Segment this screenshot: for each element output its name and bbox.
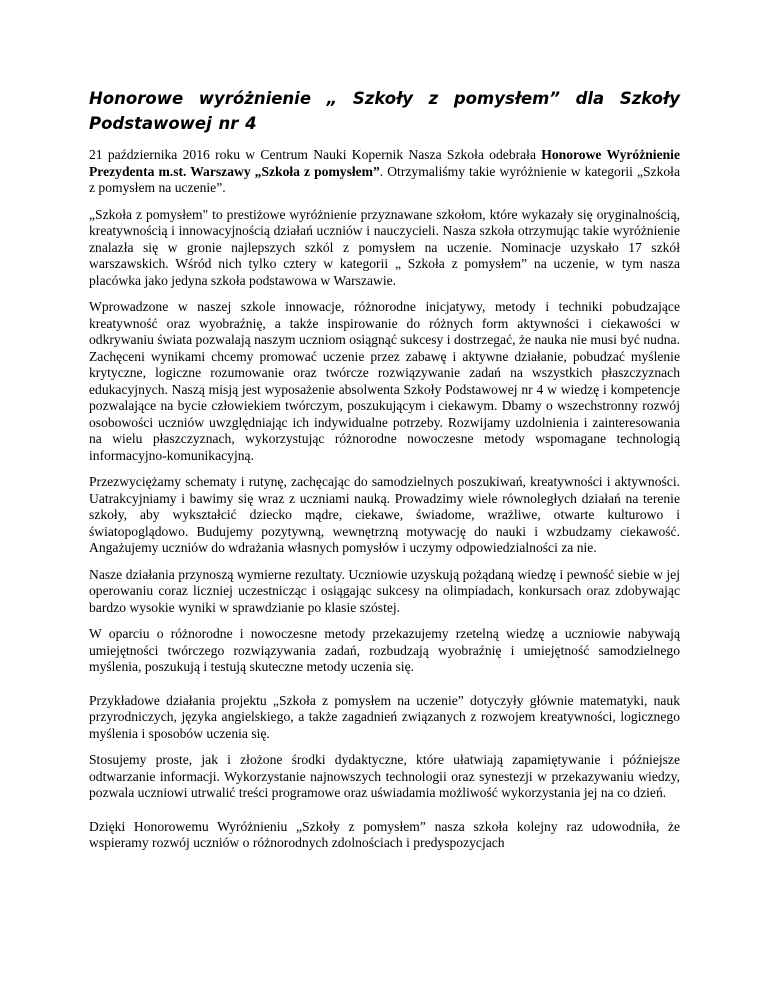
document-title [89, 86, 680, 136]
title-line-2: Podstawowej nr 4 [89, 114, 257, 133]
paragraph: Przykładowe działania projektu „Szkoła z pomysłem na uczenie” dotyczyły głównie matematyki, nauk przyrodniczych, języka angielskiego, a także zagadnień związanych z rozwojem kreatywności, logicznego myślenia i sposobów uczenia się. [89, 692, 680, 741]
paragraph: Wprowadzone w naszej szkole innowacje, różnorodne inicjatywy, metody i techniki pobudzające kreatywność oraz wyobraźnię, a także inspirowanie do różnych form aktywności i ciekawości w odkrywaniu świata pozwalają naszym uczniom osiągnąć sukcesy i dostrzegać, że nauka nie musi być nudna. Zachęceni wynikami chcemy promować uczenie przez zabawę i aktywne działanie, pobudzać myślenie krytyczne, logiczne rozumowanie oraz twórcze rozwiązywanie zadań na wszystkich płaszczyznach edukacyjnych. Naszą misją jest wyposażenie absolwenta Szkoły Podstawowej nr 4 w wiedzę i kompetencje pozwalające na bycie człowiekiem twórczym, poszukującym i ciekawym. Dbamy o wszechstronny rozwój osobowości uczniów uwzględniając ich indywidualne potrzeby. Rozwijamy uzdolnienia i zainteresowania na wielu płaszczyznach, wykorzystując różnorodne nowoczesne metody wspomagane technologią informacyjno-komunikacyjną. [89, 299, 680, 463]
title-line-1 [89, 86, 680, 111]
award-name: Honorowe Wyróżnienie Prezydenta m.st. Warszawy „Szkoła z pomysłem” [89, 147, 680, 179]
paragraph: Przezwyciężamy schematy i rutynę, zachęcając do samodzielnych poszukiwań, kreatywności i aktywności. Uatrakcyjniamy i bawimy się wraz z uczniami nauką. Prowadzimy wiele równoległych działań na terenie szkoły, aby wykształcić dziecko mądre, ciekawe, świadome, wrażliwe, otwarte kulturowo i światopoglądowo. Budujemy pozytywną, wewnętrzną motywację do nauki i wzbudzamy ciekawość. Angażujemy uczniów do wdrażania własnych pomysłów i uczymy odpowiedzialności za nie. [89, 474, 680, 555]
paragraph: Stosujemy proste, jak i złożone środki dydaktyczne, które ułatwiają zapamiętywanie i późniejsze odtwarzanie informacji. Wykorzystanie najnowszych technologii oraz synestezji w przekazywaniu wiedzy, pozwala uczniowi utrwalić treści programowe oraz uświadamia możliwość wykorzystania jej na co dzień. [89, 752, 680, 800]
intro-text-end: . Otrzymaliśmy takie wyróżnienie w kategorii „Szkoła z pomysłem na uczenie”. [89, 163, 680, 195]
paragraph: W oparciu o różnorodne i nowoczesne metody przekazujemy rzetelną wiedzę a uczniowie nabywają umiejętności twórczego rozwiązywania zadań, rozbudzają wyobraźnię i umiejętność samodzielnego myślenia, poszukują i testują skuteczne metody uczenia się. [89, 626, 680, 674]
title-word: pomysłem” [453, 89, 560, 108]
title-word: z [428, 89, 439, 108]
title-word: Szkoły [352, 89, 414, 108]
title-word: Honorowe [89, 89, 184, 108]
title-word: „ [326, 89, 338, 108]
paragraph: Nasze działania przynoszą wymierne rezultaty. Uczniowie uzyskują pożądaną wiedzę i pewność siebie w jej operowaniu coraz liczniej uczestnicząc i osiągając sukcesy na olimpiadach, konkursach oraz zdobywając bardzo wysokie wyniki w sprawdzianie po klasie szóstej. [89, 566, 680, 615]
document-page [89, 86, 680, 862]
paragraph: Dzięki Honorowemu Wyróżnieniu „Szkoły z pomysłem” nasza szkoła kolejny raz udowodniła, że wspieramy rozwój uczniów o różnorodnych zdolnościach i predyspozycjach [89, 818, 680, 850]
title-word: dla [575, 89, 605, 108]
intro-paragraph [89, 147, 680, 197]
paragraph: „Szkoła z pomysłem" to prestiżowe wyróżnienie przyznawane szkołom, które wykazały się oryginalnością, kreatywnością i innowacyjnością działań uczniów i nauczycieli. Nasza szkoła otrzymując takie wyróżnienie znalazła się w gronie najlepszych szkól z pomysłem na uczenie. Nominacje uzyskało 17 szkół warszawskich. Wśród nich tylko cztery w kategorii „ Szkoła z pomysłem” na uczenie, w tym nasza placówka jako jedyna szkoła podstawowa w Warszawie. [89, 206, 680, 288]
title-word: Szkoły [619, 89, 680, 108]
intro-text: 21 października 2016 roku w Centrum Nauki Kopernik Nasza Szkoła odebrała [89, 147, 542, 162]
title-word: wyróżnienie [198, 89, 312, 108]
